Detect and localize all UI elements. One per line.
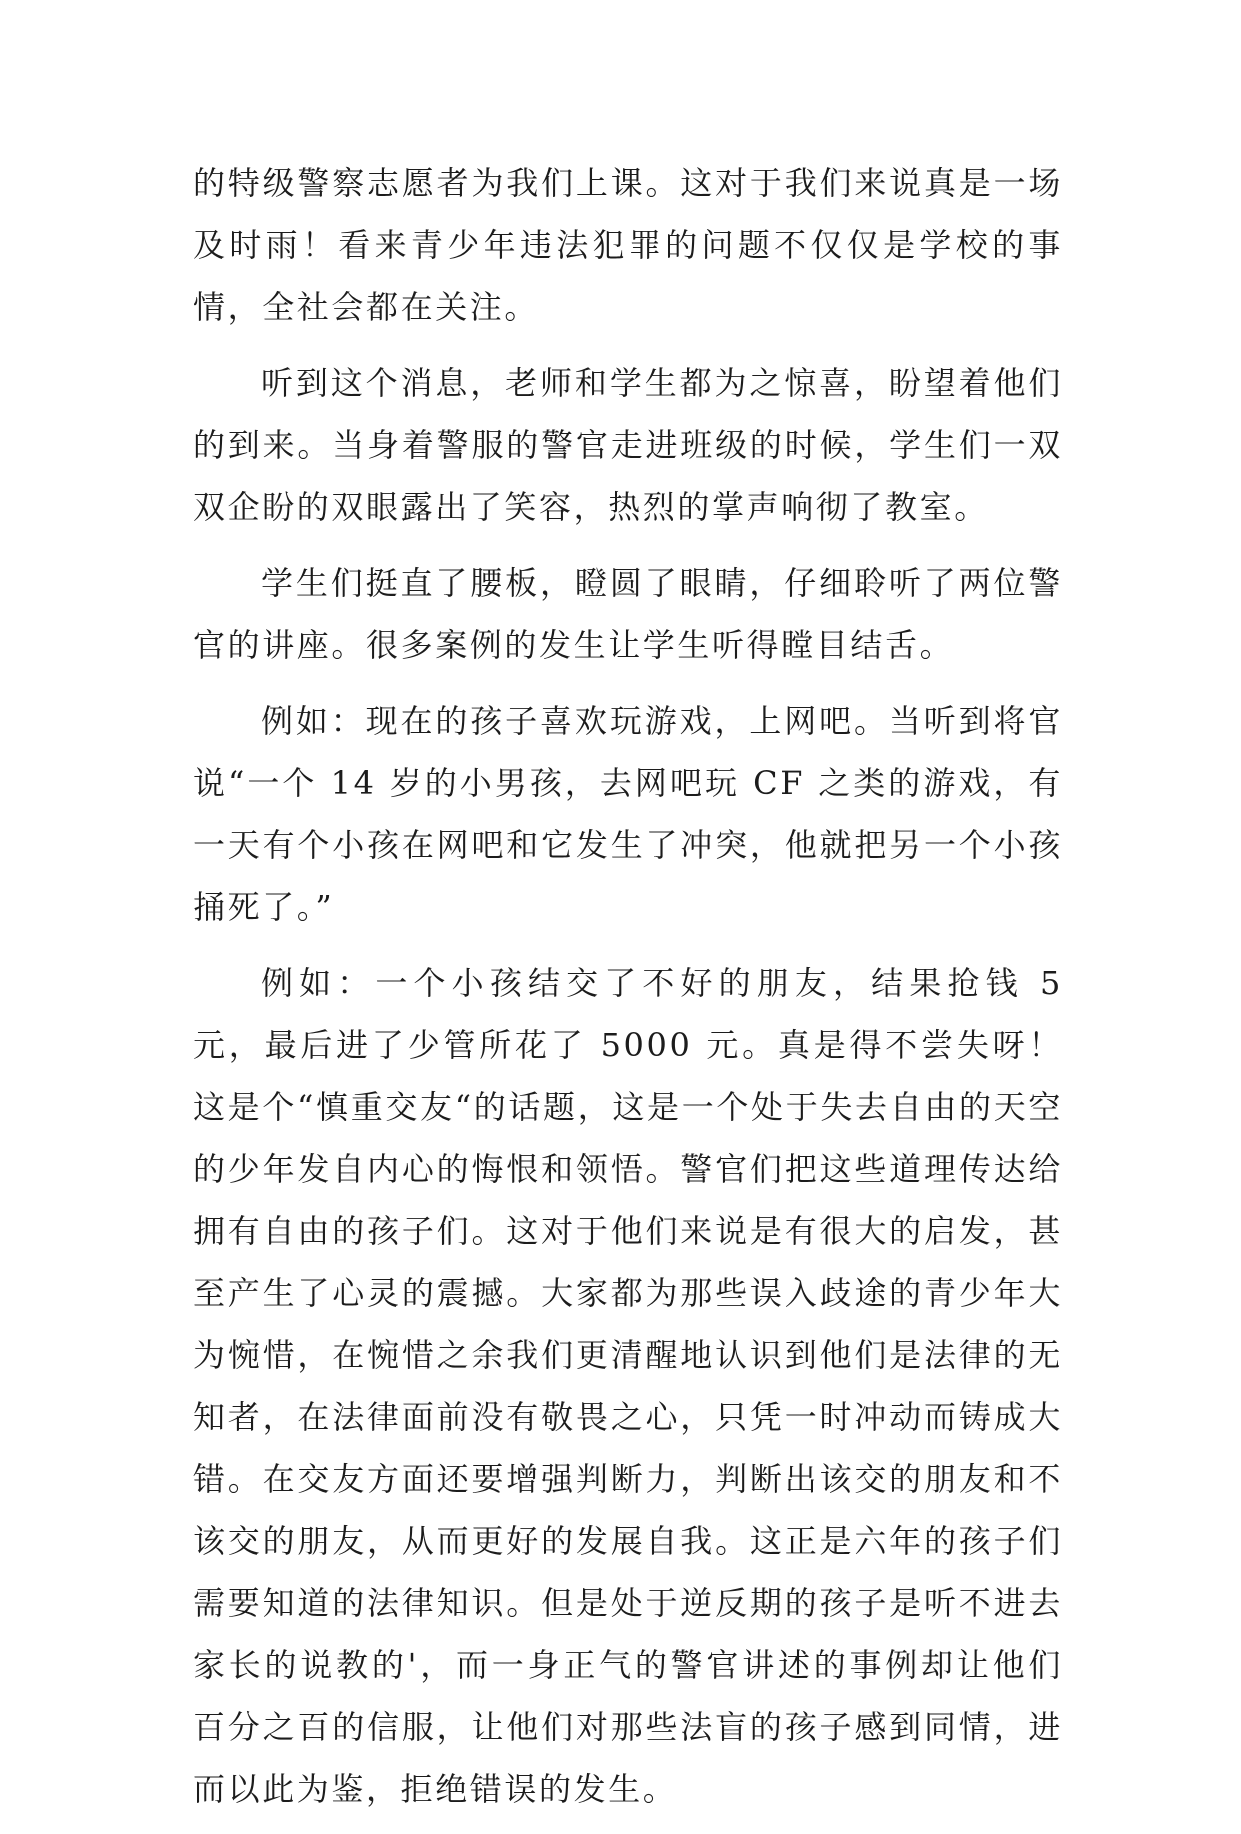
paragraph-1: 的特级警察志愿者为我们上课。这对于我们来说真是一场及时雨！看来青少年违法犯罪的问题不仅仅是学校的事情，全社会都在关注。 xyxy=(193,164,1063,326)
paragraph-3: 学生们挺直了腰板，瞪圆了眼睛，仔细聆听了两位警官的讲座。很多案例的发生让学生听得瞠目结舌。 xyxy=(193,564,1063,664)
paragraph-4: 例如：现在的孩子喜欢玩游戏，上网吧。当听到将官说“一个 14 岁的小男孩，去网吧玩 CF 之类的游戏，有一天有个小孩在网吧和它发生了冲突，他就把另一个小孩捅死了。” xyxy=(193,702,1063,926)
paragraph-2: 听到这个消息，老师和学生都为之惊喜，盼望着他们的到来。当身着警服的警官走进班级的时候，学生们一双双企盼的双眼露出了笑容，热烈的掌声响彻了教室。 xyxy=(193,364,1063,526)
document-body xyxy=(193,152,1063,1834)
paragraph-5: 例如：一个小孩结交了不好的朋友，结果抢钱 5 元，最后进了少管所花了 5000 元。真是得不尝失呀！这是个“慎重交友“的话题，这是一个处于失去自由的天空的少年发自内心的悔恨和领悟。警官们把这些道理传达给拥有自由的孩子们。这对于他们来说是有很大的启发，甚至产生了心灵的震撼。大家都为那些误入歧途的青少年大为惋惜，在惋惜之余我们更清醒地认识到他们是法律的无知者，在法律面前没有敬畏之心，只凭一时冲动而铸成大错。在交友方面还要增强判断力，判断出该交的朋友和不该交的朋友，从而更好的发展自我。这正是六年的孩子们需要知道的法律知识。但是处于逆反期的孩子是听不进去家长的说教的'，而一身正气的警官讲述的事例却让他们百分之百的信服，让他们对那些法盲的孩子感到同情，进而以此为鉴，拒绝错误的发生。 xyxy=(193,964,1063,1808)
